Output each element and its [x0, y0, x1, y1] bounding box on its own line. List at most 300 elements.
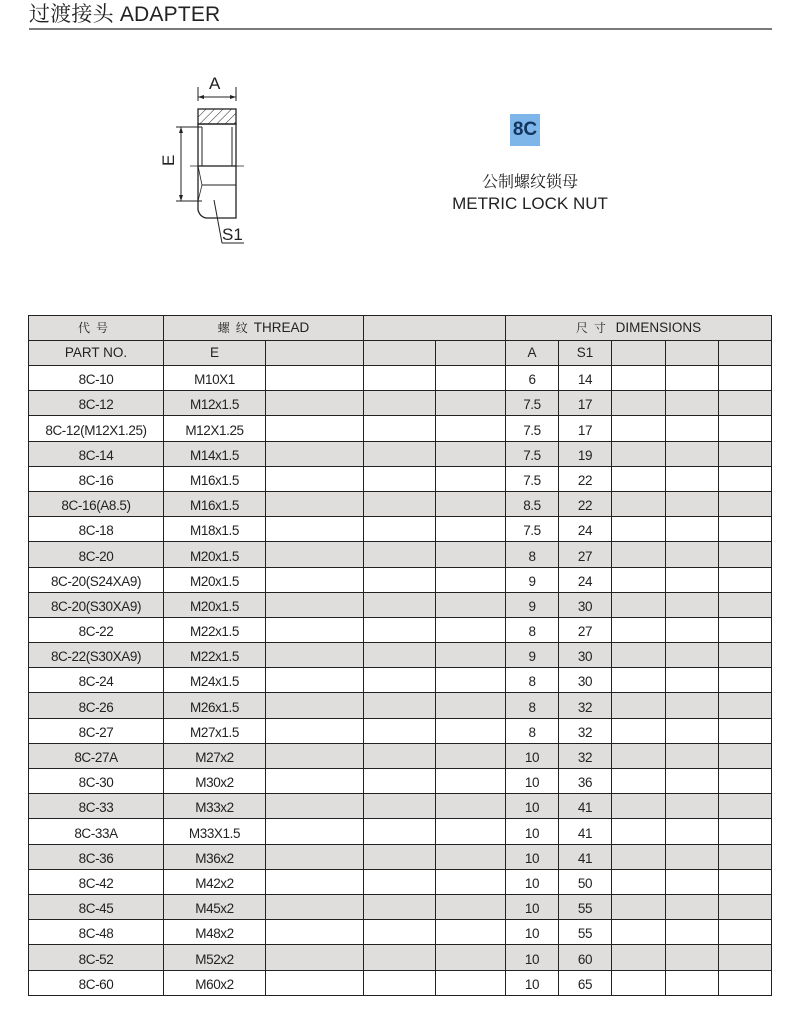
- header-empty: [666, 341, 719, 366]
- empty-cell: [612, 668, 666, 693]
- thread-cell: M30x2: [164, 769, 266, 794]
- empty-cell: [719, 844, 772, 869]
- thread-cell: M60x2: [164, 970, 266, 995]
- empty-cell: [436, 542, 506, 567]
- dim-a-cell: 7.5: [506, 391, 559, 416]
- table-row: [29, 794, 772, 819]
- empty-cell: [266, 970, 364, 995]
- dim-a-cell: 10: [506, 869, 559, 894]
- part-no-cell: 8C-60: [29, 970, 164, 995]
- dim-s1-cell: 17: [559, 391, 612, 416]
- empty-cell: [666, 794, 719, 819]
- empty-cell: [719, 743, 772, 768]
- empty-cell: [364, 366, 436, 391]
- empty-cell: [436, 920, 506, 945]
- thread-cell: M20x1.5: [164, 567, 266, 592]
- empty-cell: [666, 869, 719, 894]
- empty-cell: [666, 668, 719, 693]
- empty-cell: [364, 542, 436, 567]
- empty-cell: [436, 617, 506, 642]
- empty-cell: [436, 592, 506, 617]
- empty-cell: [364, 517, 436, 542]
- part-no-cell: 8C-22: [29, 617, 164, 642]
- empty-cell: [666, 366, 719, 391]
- empty-cell: [612, 391, 666, 416]
- empty-cell: [612, 894, 666, 919]
- dim-s1-cell: 50: [559, 869, 612, 894]
- empty-cell: [436, 366, 506, 391]
- dim-s1-cell: 65: [559, 970, 612, 995]
- empty-cell: [436, 643, 506, 668]
- dim-a-cell: 8: [506, 668, 559, 693]
- empty-cell: [266, 894, 364, 919]
- dimension-a-label: A: [209, 74, 221, 93]
- thread-cell: M42x2: [164, 869, 266, 894]
- empty-cell: [719, 894, 772, 919]
- table-row: [29, 819, 772, 844]
- empty-cell: [364, 869, 436, 894]
- empty-cell: [612, 441, 666, 466]
- table-row: [29, 466, 772, 491]
- dim-a-cell: 6: [506, 366, 559, 391]
- thread-cell: M48x2: [164, 920, 266, 945]
- empty-cell: [719, 441, 772, 466]
- empty-cell: [436, 869, 506, 894]
- empty-cell: [266, 366, 364, 391]
- empty-cell: [364, 718, 436, 743]
- dim-a-cell: 10: [506, 945, 559, 970]
- part-no-cell: 8C-20(S24XA9): [29, 567, 164, 592]
- empty-cell: [612, 592, 666, 617]
- empty-cell: [266, 592, 364, 617]
- title-divider: [29, 28, 772, 30]
- header-dimensions: 尺寸 DIMENSIONS: [506, 316, 772, 341]
- dim-a-cell: 7.5: [506, 517, 559, 542]
- thread-cell: M10X1: [164, 366, 266, 391]
- empty-cell: [719, 819, 772, 844]
- empty-cell: [266, 491, 364, 516]
- spec-table: [28, 315, 772, 996]
- part-no-cell: 8C-42: [29, 869, 164, 894]
- table-row: [29, 769, 772, 794]
- part-no-cell: 8C-27: [29, 718, 164, 743]
- part-no-cell: 8C-16: [29, 466, 164, 491]
- empty-cell: [266, 945, 364, 970]
- empty-cell: [612, 718, 666, 743]
- empty-cell: [364, 643, 436, 668]
- empty-cell: [612, 542, 666, 567]
- dim-a-cell: 8: [506, 718, 559, 743]
- empty-cell: [364, 617, 436, 642]
- empty-cell: [719, 517, 772, 542]
- empty-cell: [719, 542, 772, 567]
- product-name-cn: 公制螺纹锁母: [481, 172, 578, 191]
- empty-cell: [719, 769, 772, 794]
- empty-cell: [436, 668, 506, 693]
- product-name-en: METRIC LOCK NUT: [452, 194, 608, 213]
- dim-a-cell: 10: [506, 819, 559, 844]
- header-part-cn: 代号: [29, 316, 164, 341]
- empty-cell: [612, 819, 666, 844]
- empty-cell: [364, 769, 436, 794]
- empty-cell: [612, 844, 666, 869]
- dim-a-cell: 9: [506, 567, 559, 592]
- dim-a-cell: 10: [506, 920, 559, 945]
- empty-cell: [666, 491, 719, 516]
- dimension-e-label: E: [159, 154, 178, 166]
- table-row: [29, 668, 772, 693]
- product-code-badge: 8C: [510, 114, 540, 146]
- empty-cell: [436, 491, 506, 516]
- empty-cell: [612, 617, 666, 642]
- empty-cell: [436, 819, 506, 844]
- table-row: [29, 416, 772, 441]
- table-row: [29, 567, 772, 592]
- empty-cell: [364, 794, 436, 819]
- empty-cell: [364, 970, 436, 995]
- thread-cell: M24x1.5: [164, 668, 266, 693]
- thread-cell: M20x1.5: [164, 542, 266, 567]
- table-row: [29, 844, 772, 869]
- dim-s1-cell: 22: [559, 491, 612, 516]
- empty-cell: [266, 517, 364, 542]
- empty-cell: [364, 668, 436, 693]
- empty-cell: [666, 567, 719, 592]
- empty-cell: [364, 894, 436, 919]
- empty-cell: [719, 366, 772, 391]
- empty-cell: [364, 466, 436, 491]
- empty-cell: [436, 391, 506, 416]
- part-no-cell: 8C-36: [29, 844, 164, 869]
- empty-cell: [719, 567, 772, 592]
- empty-cell: [364, 693, 436, 718]
- empty-cell: [436, 894, 506, 919]
- header-blank: [364, 316, 506, 341]
- dim-s1-cell: 27: [559, 542, 612, 567]
- empty-cell: [364, 491, 436, 516]
- empty-cell: [719, 920, 772, 945]
- empty-cell: [266, 466, 364, 491]
- table-row: [29, 491, 772, 516]
- thread-cell: M22x1.5: [164, 617, 266, 642]
- empty-cell: [266, 567, 364, 592]
- empty-cell: [436, 416, 506, 441]
- page-title: 过渡接头 ADAPTER: [29, 3, 221, 26]
- empty-cell: [266, 920, 364, 945]
- empty-cell: [719, 869, 772, 894]
- empty-cell: [612, 517, 666, 542]
- empty-cell: [436, 844, 506, 869]
- empty-cell: [666, 819, 719, 844]
- thread-cell: M16x1.5: [164, 491, 266, 516]
- empty-cell: [266, 643, 364, 668]
- empty-cell: [436, 441, 506, 466]
- dim-s1-cell: 24: [559, 567, 612, 592]
- part-no-cell: 8C-27A: [29, 743, 164, 768]
- empty-cell: [436, 970, 506, 995]
- empty-cell: [612, 869, 666, 894]
- dim-s1-cell: 41: [559, 844, 612, 869]
- empty-cell: [364, 441, 436, 466]
- empty-cell: [666, 391, 719, 416]
- empty-cell: [436, 718, 506, 743]
- empty-cell: [719, 794, 772, 819]
- dim-a-cell: 10: [506, 894, 559, 919]
- part-no-cell: 8C-33: [29, 794, 164, 819]
- empty-cell: [436, 945, 506, 970]
- part-no-cell: 8C-20(S30XA9): [29, 592, 164, 617]
- empty-cell: [266, 391, 364, 416]
- dim-a-cell: 10: [506, 769, 559, 794]
- thread-cell: M26x1.5: [164, 693, 266, 718]
- part-no-cell: 8C-24: [29, 668, 164, 693]
- dim-s1-cell: 36: [559, 769, 612, 794]
- empty-cell: [666, 970, 719, 995]
- empty-cell: [364, 567, 436, 592]
- dim-s1-cell: 24: [559, 517, 612, 542]
- empty-cell: [666, 617, 719, 642]
- header-empty: [436, 341, 506, 366]
- empty-cell: [266, 542, 364, 567]
- empty-cell: [719, 491, 772, 516]
- empty-cell: [266, 718, 364, 743]
- thread-cell: M12X1.25: [164, 416, 266, 441]
- dim-a-cell: 8: [506, 617, 559, 642]
- table-row: [29, 869, 772, 894]
- empty-cell: [266, 693, 364, 718]
- table-row: [29, 945, 772, 970]
- empty-cell: [364, 819, 436, 844]
- dim-s1-cell: 55: [559, 894, 612, 919]
- table-row: [29, 592, 772, 617]
- empty-cell: [266, 617, 364, 642]
- table-row: [29, 517, 772, 542]
- thread-cell: M52x2: [164, 945, 266, 970]
- dim-a-cell: 8: [506, 542, 559, 567]
- table-row: [29, 542, 772, 567]
- empty-cell: [436, 794, 506, 819]
- dim-s1-cell: 60: [559, 945, 612, 970]
- empty-cell: [436, 567, 506, 592]
- empty-cell: [612, 416, 666, 441]
- dim-s1-cell: 30: [559, 592, 612, 617]
- empty-cell: [666, 643, 719, 668]
- empty-cell: [436, 693, 506, 718]
- empty-cell: [266, 819, 364, 844]
- dim-a-cell: 9: [506, 592, 559, 617]
- header-part-en: PART NO.: [29, 341, 164, 366]
- dim-a-cell: 10: [506, 743, 559, 768]
- empty-cell: [666, 693, 719, 718]
- thread-cell: M18x1.5: [164, 517, 266, 542]
- empty-cell: [612, 794, 666, 819]
- empty-cell: [612, 491, 666, 516]
- thread-cell: M45x2: [164, 894, 266, 919]
- part-no-cell: 8C-26: [29, 693, 164, 718]
- dim-s1-cell: 27: [559, 617, 612, 642]
- empty-cell: [266, 869, 364, 894]
- empty-cell: [612, 945, 666, 970]
- lock-nut-drawing-icon: [148, 65, 268, 255]
- empty-cell: [666, 920, 719, 945]
- empty-cell: [666, 718, 719, 743]
- empty-cell: [719, 718, 772, 743]
- empty-cell: [666, 466, 719, 491]
- part-no-cell: 8C-20: [29, 542, 164, 567]
- table-row: [29, 441, 772, 466]
- dim-a-cell: 7.5: [506, 466, 559, 491]
- dim-s1-cell: 30: [559, 668, 612, 693]
- empty-cell: [436, 466, 506, 491]
- empty-cell: [436, 743, 506, 768]
- table-row: [29, 617, 772, 642]
- thread-cell: M12x1.5: [164, 391, 266, 416]
- empty-cell: [436, 517, 506, 542]
- part-no-cell: 8C-14: [29, 441, 164, 466]
- thread-cell: M20x1.5: [164, 592, 266, 617]
- part-no-cell: 8C-12: [29, 391, 164, 416]
- table-row: [29, 920, 772, 945]
- table-row: [29, 643, 772, 668]
- empty-cell: [666, 945, 719, 970]
- empty-cell: [612, 643, 666, 668]
- part-no-cell: 8C-30: [29, 769, 164, 794]
- thread-cell: M22x1.5: [164, 643, 266, 668]
- empty-cell: [666, 592, 719, 617]
- dim-a-cell: 10: [506, 970, 559, 995]
- empty-cell: [612, 466, 666, 491]
- part-no-cell: 8C-16(A8.5): [29, 491, 164, 516]
- dim-a-cell: 10: [506, 794, 559, 819]
- empty-cell: [364, 945, 436, 970]
- thread-cell: M14x1.5: [164, 441, 266, 466]
- empty-cell: [364, 844, 436, 869]
- part-no-cell: 8C-45: [29, 894, 164, 919]
- dim-a-cell: 7.5: [506, 441, 559, 466]
- empty-cell: [612, 769, 666, 794]
- empty-cell: [666, 416, 719, 441]
- empty-cell: [666, 517, 719, 542]
- dim-a-cell: 7.5: [506, 416, 559, 441]
- header-empty: [364, 341, 436, 366]
- dim-a-cell: 8.5: [506, 491, 559, 516]
- empty-cell: [666, 542, 719, 567]
- part-no-cell: 8C-10: [29, 366, 164, 391]
- empty-cell: [364, 743, 436, 768]
- empty-cell: [436, 769, 506, 794]
- table-header-row-1: [29, 316, 772, 341]
- empty-cell: [719, 592, 772, 617]
- dim-s1-cell: 55: [559, 920, 612, 945]
- thread-cell: M16x1.5: [164, 466, 266, 491]
- dim-s1-cell: 32: [559, 718, 612, 743]
- thread-cell: M27x2: [164, 743, 266, 768]
- dim-s1-cell: 14: [559, 366, 612, 391]
- empty-cell: [666, 894, 719, 919]
- empty-cell: [612, 920, 666, 945]
- header-empty: [266, 341, 364, 366]
- empty-cell: [612, 970, 666, 995]
- header-thread: 螺纹THREAD: [164, 316, 364, 341]
- part-no-cell: 8C-33A: [29, 819, 164, 844]
- table-row: [29, 718, 772, 743]
- empty-cell: [666, 441, 719, 466]
- empty-cell: [612, 693, 666, 718]
- header-dim-a: A: [506, 341, 559, 366]
- empty-cell: [719, 945, 772, 970]
- dim-a-cell: 10: [506, 844, 559, 869]
- empty-cell: [719, 693, 772, 718]
- dim-s1-cell: 30: [559, 643, 612, 668]
- empty-cell: [266, 794, 364, 819]
- empty-cell: [612, 743, 666, 768]
- thread-cell: M27x1.5: [164, 718, 266, 743]
- empty-cell: [719, 617, 772, 642]
- empty-cell: [266, 743, 364, 768]
- header-dim-s1: S1: [559, 341, 612, 366]
- dim-s1-cell: 32: [559, 743, 612, 768]
- dim-s1-cell: 22: [559, 466, 612, 491]
- part-no-cell: 8C-48: [29, 920, 164, 945]
- table-header-row-2: [29, 341, 772, 366]
- table-row: [29, 743, 772, 768]
- part-no-cell: 8C-22(S30XA9): [29, 643, 164, 668]
- dimension-s1-label: S1: [222, 225, 243, 244]
- empty-cell: [266, 844, 364, 869]
- part-no-cell: 8C-52: [29, 945, 164, 970]
- header-thread-e: E: [164, 341, 266, 366]
- table-row: [29, 366, 772, 391]
- empty-cell: [266, 416, 364, 441]
- thread-cell: M33X1.5: [164, 819, 266, 844]
- empty-cell: [612, 567, 666, 592]
- dim-s1-cell: 19: [559, 441, 612, 466]
- empty-cell: [666, 769, 719, 794]
- header-empty: [612, 341, 666, 366]
- empty-cell: [364, 416, 436, 441]
- empty-cell: [719, 643, 772, 668]
- header-empty: [719, 341, 772, 366]
- dim-a-cell: 9: [506, 643, 559, 668]
- empty-cell: [719, 391, 772, 416]
- thread-cell: M33x2: [164, 794, 266, 819]
- table-row: [29, 693, 772, 718]
- dim-s1-cell: 32: [559, 693, 612, 718]
- empty-cell: [364, 391, 436, 416]
- empty-cell: [719, 466, 772, 491]
- part-no-cell: 8C-12(M12X1.25): [29, 416, 164, 441]
- empty-cell: [266, 441, 364, 466]
- table-row: [29, 970, 772, 995]
- table-row: [29, 894, 772, 919]
- empty-cell: [719, 416, 772, 441]
- empty-cell: [666, 743, 719, 768]
- dim-s1-cell: 41: [559, 794, 612, 819]
- empty-cell: [266, 769, 364, 794]
- part-no-cell: 8C-18: [29, 517, 164, 542]
- empty-cell: [364, 592, 436, 617]
- dim-s1-cell: 41: [559, 819, 612, 844]
- table-row: [29, 391, 772, 416]
- empty-cell: [364, 920, 436, 945]
- empty-cell: [719, 970, 772, 995]
- empty-cell: [666, 844, 719, 869]
- dim-a-cell: 8: [506, 693, 559, 718]
- dim-s1-cell: 17: [559, 416, 612, 441]
- empty-cell: [719, 668, 772, 693]
- empty-cell: [612, 366, 666, 391]
- empty-cell: [266, 668, 364, 693]
